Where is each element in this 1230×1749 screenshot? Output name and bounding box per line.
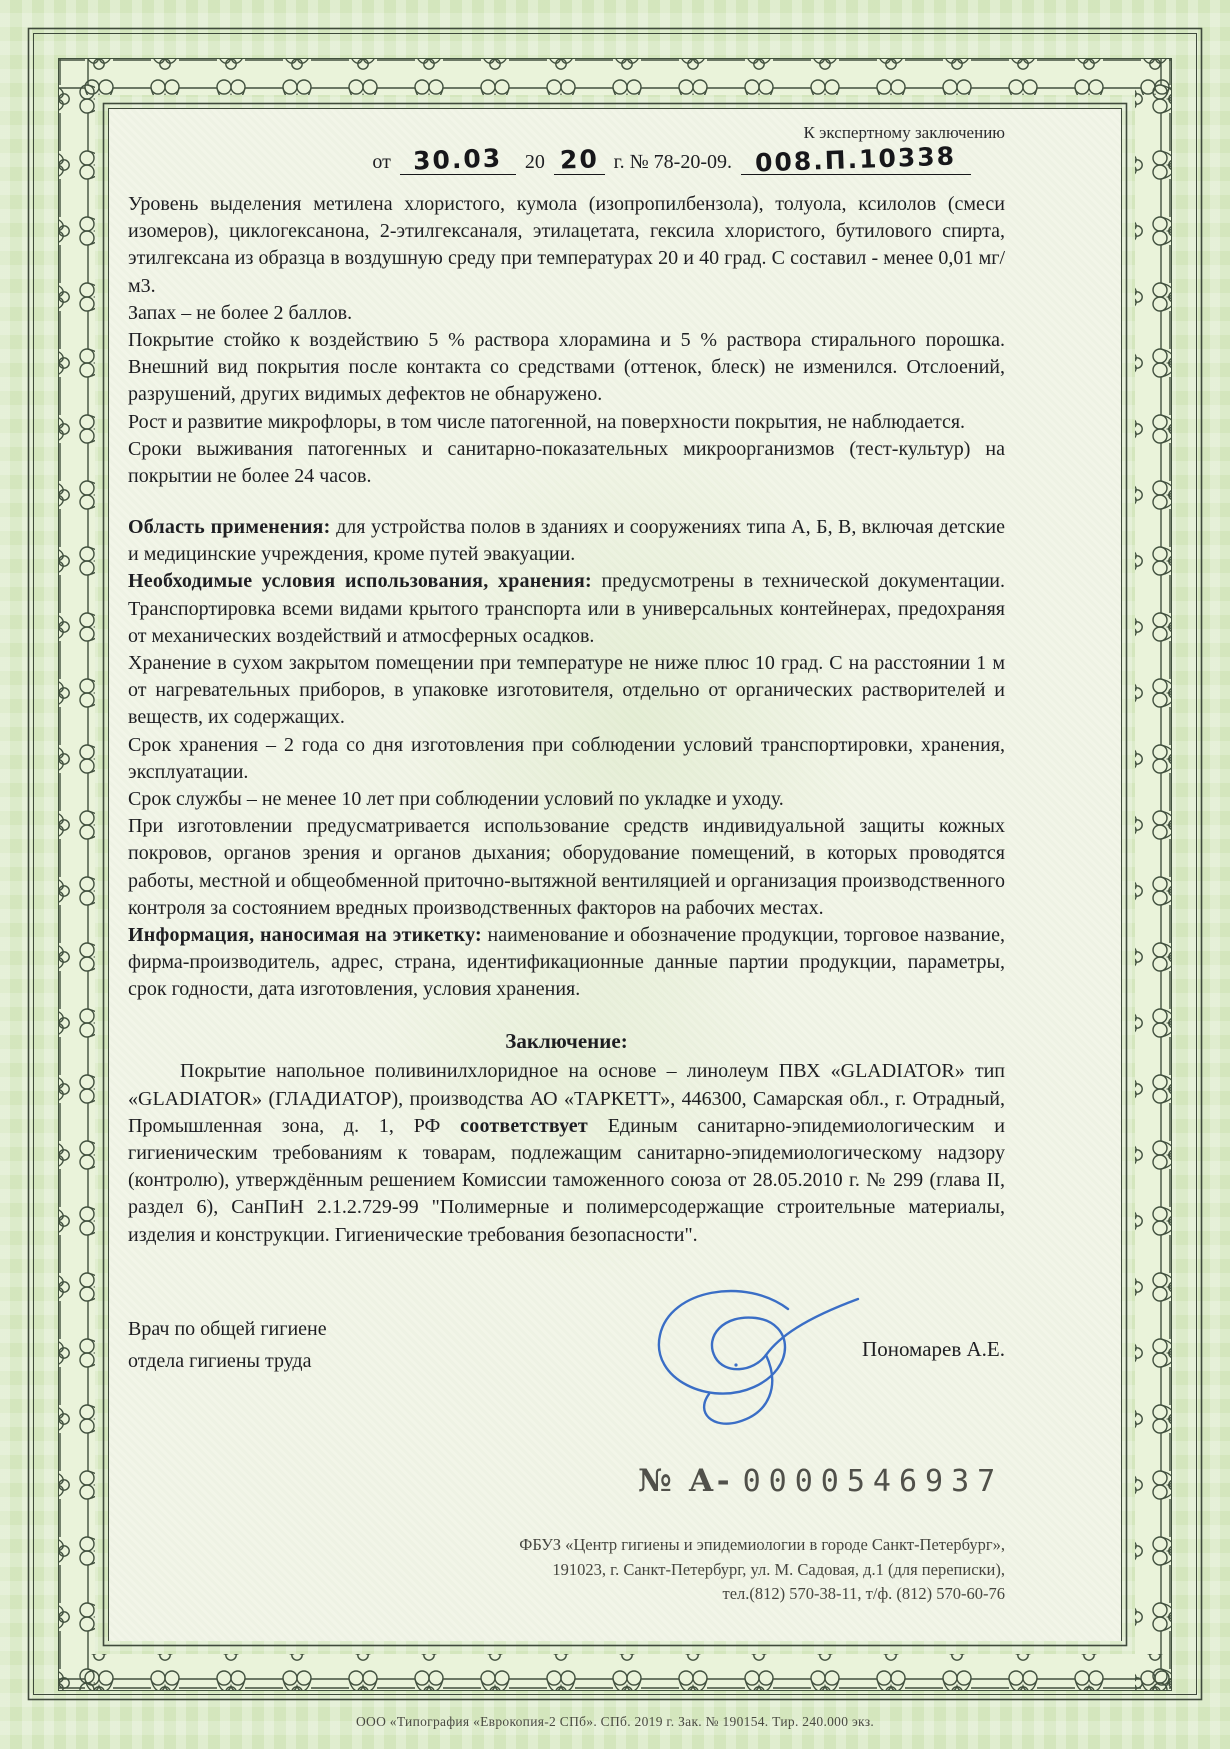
paragraph: Хранение в сухом закрытом помещении при температуре не ниже плюс 10 град. С на расстоянии 1 м от нагревательных приборов, в упаковке изготовителя, отдельно от органических растворителей и веществ, их содержащих. xyxy=(128,652,1005,729)
handwritten-year: 20 xyxy=(554,147,605,175)
signer-role-line1: Врач по общей гигиене xyxy=(128,1317,327,1340)
date-line xyxy=(128,141,1005,178)
serial-number xyxy=(638,1463,1005,1499)
paragraph: Область применения: для устройства полов в зданиях и сооружениях типа А, Б, В, включая детские и медицинские учреждения, кроме путей эвакуации. xyxy=(128,516,1006,566)
date-prefix: от xyxy=(372,151,391,173)
paragraph: Информация, наносимая на этикетку: наименование и обозначение продукции, торговое название, фирма-производитель, адрес, страна, идентификационные данные партии продукции, параметры, срок годности, дата изготовления, условия хранения. xyxy=(128,923,1005,1001)
issuer-footer xyxy=(128,1533,1005,1607)
paragraph: Срок службы – не менее 10 лет при соблюдении условий по укладке и уходу. xyxy=(128,787,784,810)
signature-block xyxy=(128,1295,1005,1435)
document-content xyxy=(109,109,1121,1641)
paragraph: Необходимые условия использования, хранения: предусмотрены в технической документации. Транспортировка всеми видами крытого транспорта или в универсальных контейнерах, предохраняя от механических воздействий и атмосферных осадков. xyxy=(128,570,1005,647)
signer-role-line2: отдела гигиены труда xyxy=(128,1349,312,1372)
conclusion-heading: Заключение: xyxy=(505,1029,628,1054)
paragraph: Уровень выделения метилена хлористого, кумола (изопропилбензола), толуола, ксилолов (смеси изомеров), циклогексанона, 2-этилгексаналя, этилацетата, гексила хлористого, бутилового спирта, этилгексана из образца в воздушную среду при температурах 20 и 40 град. С составил - менее 0,01 мг/м3. xyxy=(128,193,1005,297)
paragraph: Сроки выживания патогенных и санитарно-показательных микроорганизмов (тест-культур) на покрытии не более 24 часов. xyxy=(128,437,1005,487)
header-note: К экспертному заключению xyxy=(803,123,1005,142)
paragraph: При изготовлении предусматривается использование средств индивидуальной защиты кожных покровов, органов зрения и органов дыхания; оборудование помещений, в которых проводятся работы, местной и общеобменной приточно-вытяжной вентиляцией и организация производственного контроля за состоянием вредных производственных факторов на рабочих местах. xyxy=(128,815,1005,919)
serial-digits: 0000546937 xyxy=(742,1463,1004,1499)
serial-prefix: № А- xyxy=(638,1462,733,1499)
conclusion-paragraph: Покрытие напольное поливинилхлоридное на основе – линолеум ПВХ «GLADIATOR» тип «GLADIATOR» (ГЛАДИАТОР), производства АО «ТАРКЕТТ», 446300, Самарская обл., г. Отрадный, Промышленная зона, д. 1, РФ соответствует Единым санитарно-эпидемиологическим и гигиеническим требованиям к товарам, подлежащим санитарно-эпидемиологическому надзору (контролю), утверждённым решением Комиссии таможенного союза от 28.05.2010 г. № 299 (глава II, раздел 6), СанПиН 2.1.2.729-99 "Полимерные и полимерсодержащие строительные материалы, изделия и конструкции. Гигиенические требования безопасности". xyxy=(128,1060,1005,1246)
handwritten-number: 008.П.10338 xyxy=(741,147,971,175)
body-paragraphs xyxy=(128,191,1005,1003)
signer-role xyxy=(128,1313,327,1377)
handwritten-date: 30.03 xyxy=(400,147,516,175)
print-shop-imprint: ООО «Типография «Еврокопия-2 СПб». СПб. 2019 г. Зак. № 190154. Тир. 240.000 экз. xyxy=(355,1714,875,1729)
paragraph: Рост и развитие микрофлоры, в том числе патогенной, на поверхности покрытия, не наблюдается. xyxy=(128,410,966,433)
date-middle: г. № 78-20-09. xyxy=(613,151,732,173)
footer-line: 191023, г. Санкт-Петербург, ул. М. Садовая, д.1 (для переписки), xyxy=(552,1559,1005,1579)
signer-name: Пономарев А.Е. xyxy=(862,1336,1005,1361)
footer-line: тел.(812) 570-38-11, т/ф. (812) 570-60-76 xyxy=(722,1584,1005,1604)
paragraph: Покрытие стойко к воздействию 5 % раствора хлорамина и 5 % раствора стирального порошка. Внешний вид покрытия после контакта со средствами (оттенок, блеск) не изменился. Отслоений, разрушений, других видимых дефектов не обнаружено. xyxy=(128,328,1005,406)
paragraph: Запах – не более 2 баллов. xyxy=(128,301,353,324)
footer-line: ФБУЗ «Центр гигиены и эпидемиологии в городе Санкт-Петербург», xyxy=(519,1534,1005,1554)
paragraph: Срок хранения – 2 года со дня изготовления при соблюдении условий транспортировки, хранения, эксплуатации. xyxy=(128,733,1005,783)
date-year-printed: 20 xyxy=(524,151,545,173)
